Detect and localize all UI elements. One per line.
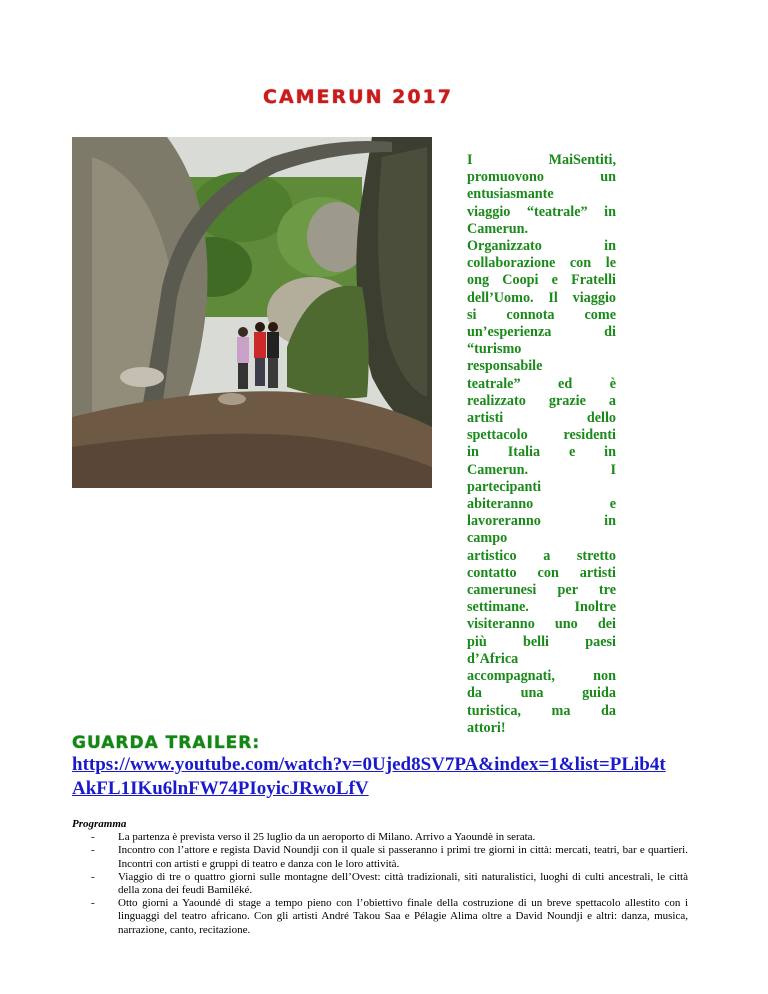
program-item: [72, 871, 688, 897]
intro-line: Organizzato in: [467, 238, 616, 255]
intro-line: teatrale” ed è: [467, 375, 616, 392]
intro-paragraph: [467, 152, 616, 737]
intro-line: più belli paesi: [467, 633, 616, 650]
intro-line: visiteranno uno dei: [467, 616, 616, 633]
program-item-text: La partenza è prevista verso il 25 luglio da un aeroporto di Milano. Arrivo a Yaoundè in serata.: [118, 831, 536, 844]
intro-line: attori!: [467, 719, 506, 736]
bullet-dash: -: [91, 870, 95, 883]
trailer-link[interactable]: https://www.youtube.com/watch?v=0Ujed8SV7PA&index=1&list=PLib4tAkFL1IKu6lnFW74PIoyicJRwoLfV: [72, 754, 666, 799]
intro-line: campo: [467, 530, 508, 547]
intro-line: “turismo: [467, 341, 522, 358]
intro-line: si connota come: [467, 306, 616, 323]
intro-line: promuovono un: [467, 169, 616, 186]
program-list: [72, 831, 688, 937]
bullet-dash: -: [91, 844, 95, 857]
intro-line: accompagnati, non: [467, 668, 616, 685]
program-item: [72, 831, 688, 844]
intro-line: abiteranno e: [467, 496, 616, 513]
intro-line: camerunesi per tre: [467, 582, 616, 599]
intro-line: Camerun.: [467, 220, 529, 237]
intro-line: responsabile: [467, 358, 543, 375]
program-section: [72, 818, 688, 937]
intro-line: da una guida: [467, 685, 616, 702]
intro-line: Camerun. I: [467, 461, 616, 478]
intro-line: artisti dello: [467, 410, 616, 427]
trailer-heading: GUARDA TRAILER:: [72, 733, 261, 753]
bullet-dash: -: [91, 831, 95, 844]
intro-line: ong Coopi e Fratelli: [467, 272, 616, 289]
intro-line: dell’Uomo. Il viaggio: [467, 289, 616, 306]
intro-line: partecipanti: [467, 478, 542, 495]
intro-line: d’Africa: [467, 650, 519, 667]
intro-line: entusiasmante: [467, 186, 554, 203]
program-item: [72, 844, 688, 870]
program-item-text: Viaggio di tre o quattro giorni sulle montagne dell’Ovest: città tradizionali, siti naturalistici, luoghi di culti ancestrali, le città della zona dei feudi Bamiléké.: [118, 870, 688, 897]
intro-line: in Italia e in: [467, 444, 616, 461]
intro-line: realizzato grazie a: [467, 392, 616, 409]
intro-line: turistica, ma da: [467, 702, 616, 719]
intro-line: spettacolo residenti: [467, 427, 616, 444]
rock-landscape-photo: [72, 137, 432, 488]
intro-line: contatto con artisti: [467, 564, 616, 581]
intro-line: lavoreranno in: [467, 513, 616, 530]
page-title: CAMERUN 2017: [263, 86, 453, 108]
program-item-text: Incontro con l’attore e regista David Noundji con il quale si passeranno i primi tre giorni in città: mercati, teatri, bar e quartieri. Incontri con artisti e gruppi di teatro e danza con le loro attività.: [118, 844, 688, 870]
intro-line: settimane. Inoltre: [467, 599, 616, 616]
program-item-text: Otto giorni a Yaoundé di stage a tempo pieno con l’obiettivo finale della costruzione di un breve spettacolo allestito con i linguaggi del teatro africano. Con gli artisti André Takou Saa e Pélagie Alima oltre a David Noundji e altri: danza, musica, narrazione, canto, recitazione.: [118, 897, 688, 936]
program-heading: Programma: [72, 818, 127, 830]
bullet-dash: -: [91, 897, 95, 910]
program-item: [72, 897, 688, 937]
intro-line: collaborazione con le: [467, 255, 616, 272]
intro-line: I MaiSentiti,: [467, 152, 616, 168]
intro-line: viaggio “teatrale” in: [467, 203, 616, 220]
intro-line: un’esperienza di: [467, 324, 616, 341]
intro-line: artistico a stretto: [467, 547, 616, 564]
